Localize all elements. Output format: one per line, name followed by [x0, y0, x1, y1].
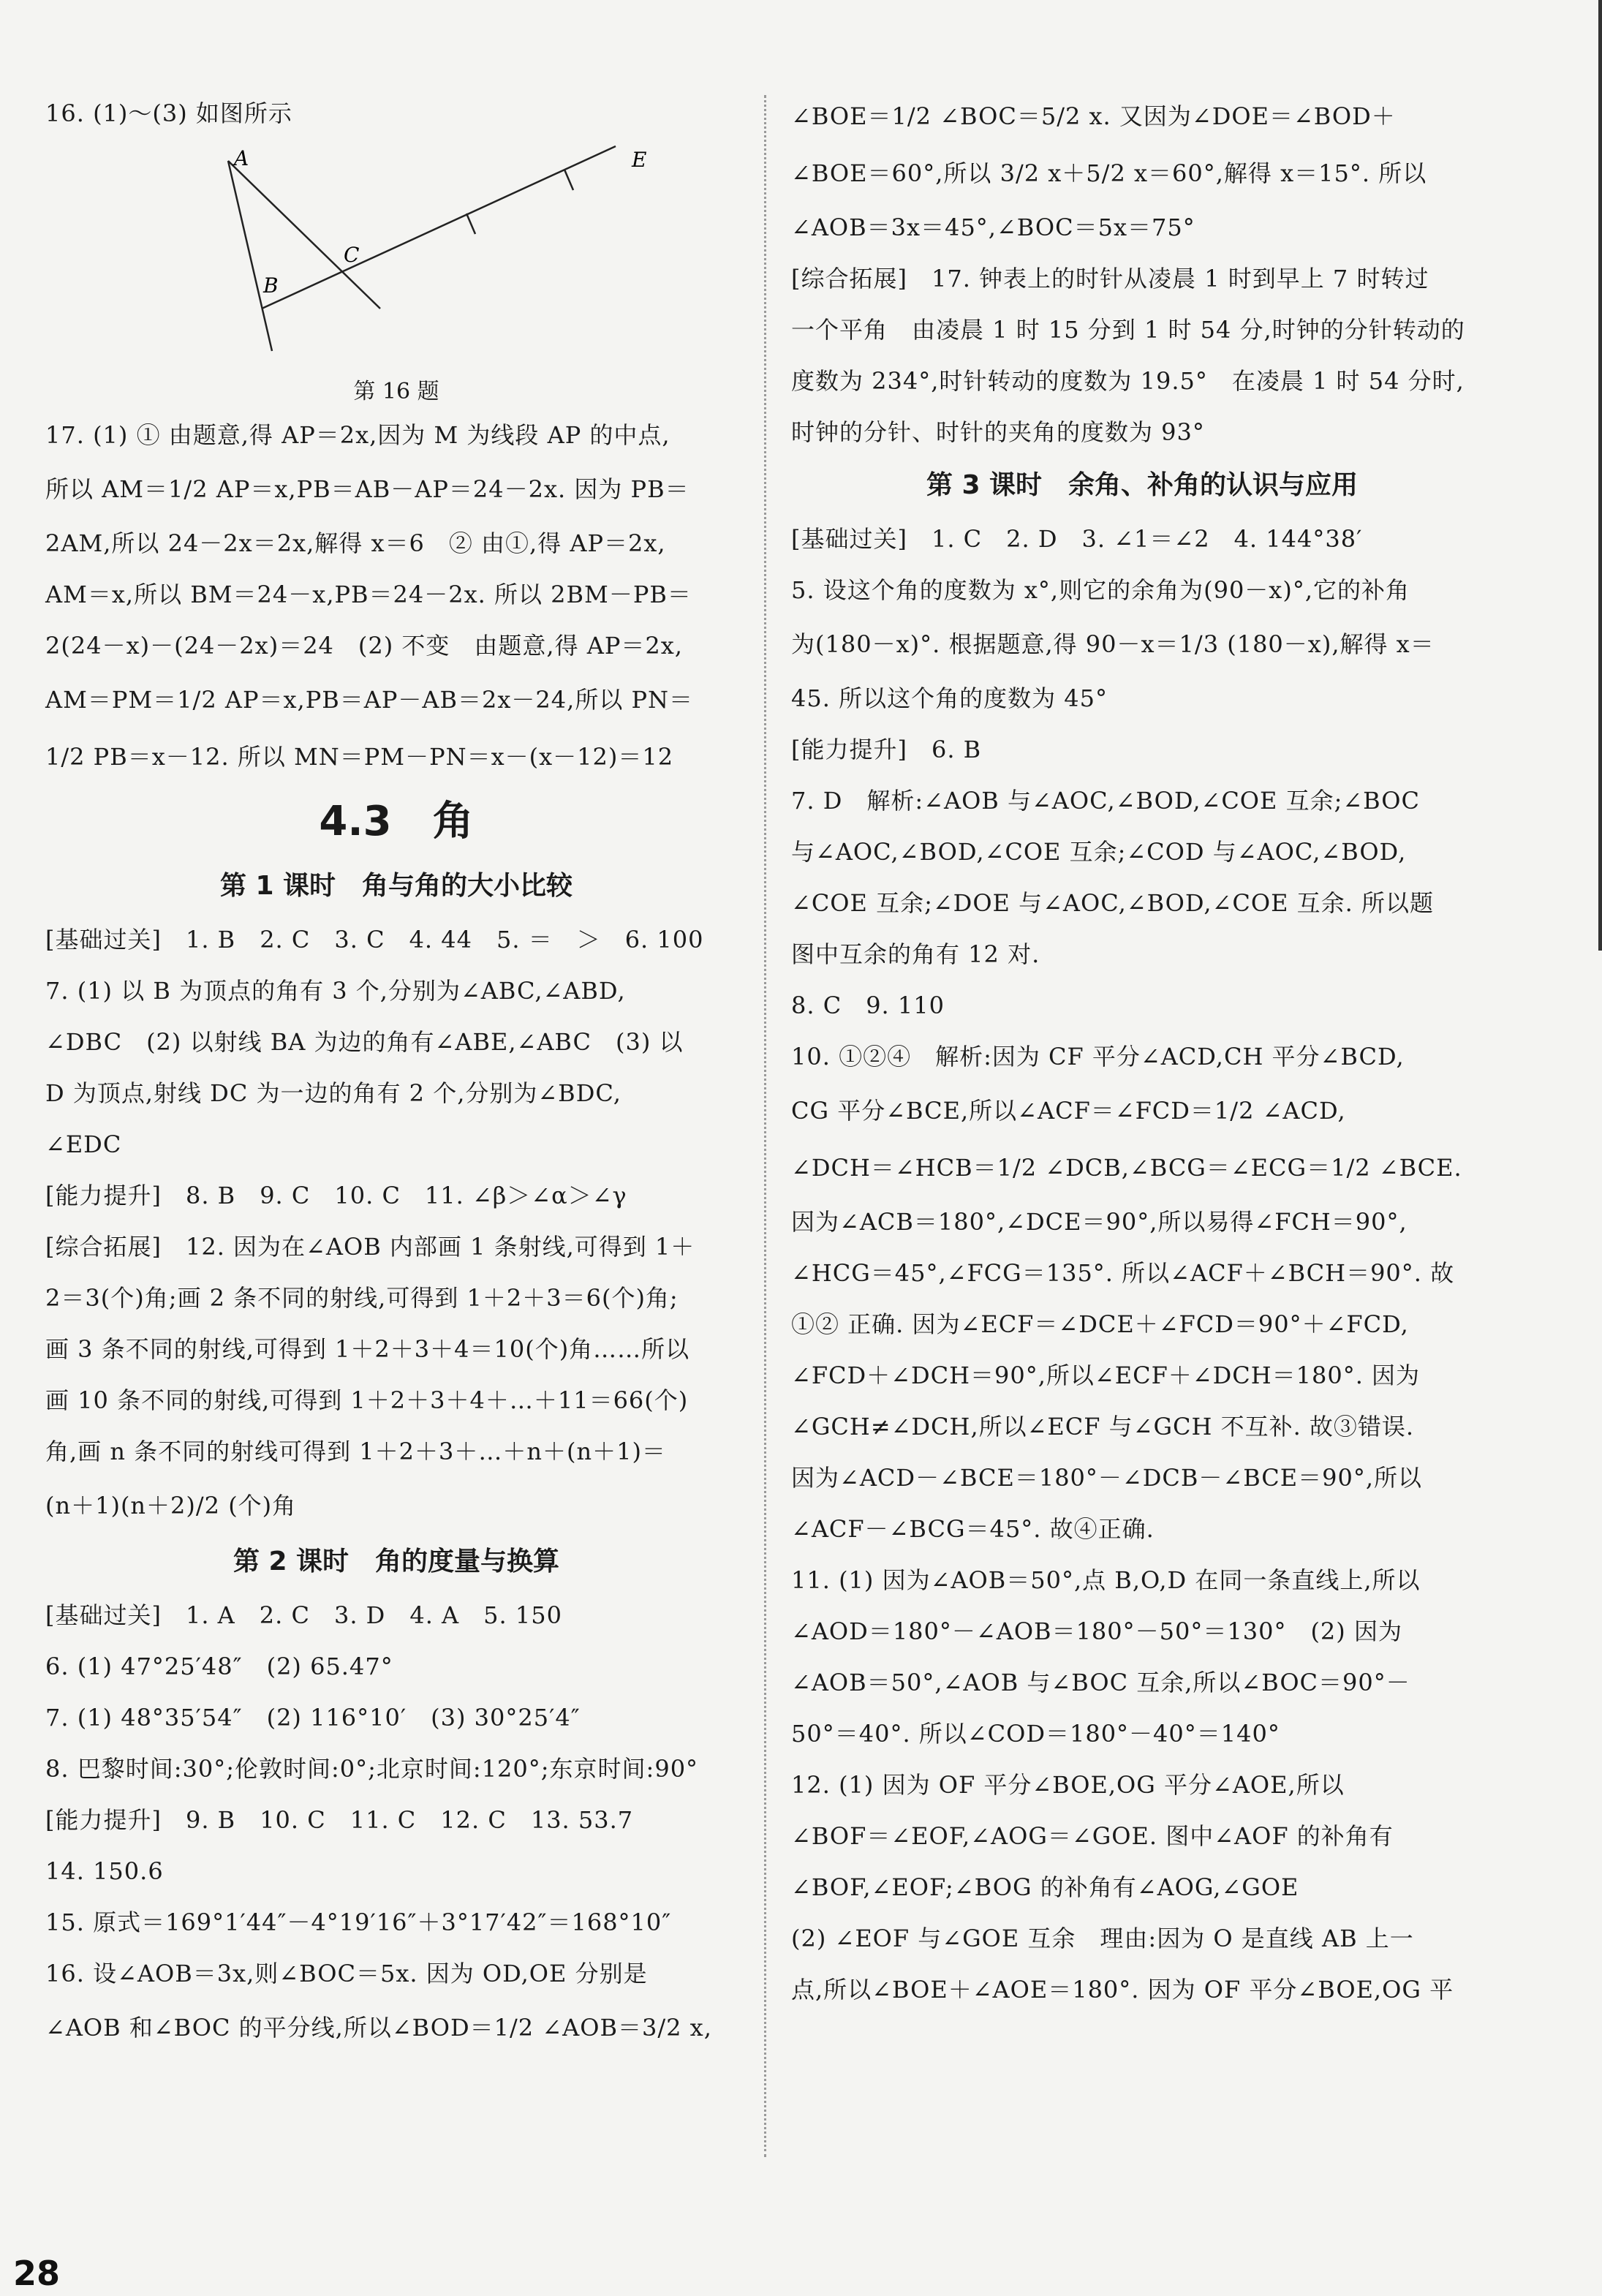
- answer-line: (2) ∠EOF 与∠GOE 互余 理由:因为 O 是直线 AB 上一: [791, 1925, 1414, 1952]
- answer-line: ∠COE 互余;∠DOE 与∠AOC,∠BOD,∠COE 互余. 所以题: [791, 889, 1435, 917]
- answer-line: 为(180－x)°. 根据题意,得 90－x＝1/3 (180－x),解得 x＝: [791, 630, 1435, 658]
- answer-line: 点,所以∠BOE＋∠AOE＝180°. 因为 OF 平分∠BOE,OG 平: [791, 1976, 1454, 2004]
- lesson-title: 第 1 课时 角与角的大小比较: [219, 871, 573, 901]
- answer-line: ∠BOE＝60°,所以 3/2 x＋5/2 x＝60°,解得 x＝15°. 所以: [791, 159, 1427, 187]
- figure-16: [45, 139, 747, 409]
- left-column: [45, 88, 747, 2056]
- answer-line: 时钟的分针、时针的夹角的度数为 93°: [791, 418, 1205, 446]
- answer-line: 1/2 PB＝x－12. 所以 MN＝PM－PN＝x－(x－12)＝12: [45, 743, 674, 771]
- answer-line: 8. C 9. 110: [791, 992, 945, 1019]
- answer-line: 6. (1) 47°25′48″ (2) 65.47°: [45, 1653, 393, 1680]
- ray-be: [262, 146, 616, 309]
- answer-line: AM＝x,所以 BM＝24－x,PB＝24－2x. 所以 2BM－PB＝: [45, 581, 692, 608]
- geometry-diagram: [155, 139, 667, 373]
- line-ac: [228, 161, 380, 309]
- answer-line: [能力提升] 8. B 9. C 10. C 11. ∠β＞∠α＞∠γ: [45, 1182, 627, 1209]
- line-ab: [228, 161, 272, 351]
- lesson-title: 第 2 课时 角的度量与换算: [233, 1547, 560, 1576]
- answer-line: 15. 原式＝169°1′44″－4°19′16″＋3°17′42″＝168°10″: [45, 1908, 672, 1936]
- answer-line: 5. 设这个角的度数为 x°,则它的余角为(90－x)°,它的补角: [791, 576, 1410, 604]
- answer-line: 16. 设∠AOB＝3x,则∠BOC＝5x. 因为 OD,OE 分别是: [45, 1960, 648, 1987]
- tick-mark: [564, 170, 573, 190]
- answer-line: (n＋1)(n＋2)/2 (个)角: [45, 1492, 297, 1519]
- answer-line: 与∠AOC,∠BOD,∠COE 互余;∠COD 与∠AOC,∠BOD,: [791, 838, 1407, 866]
- answer-line: 因为∠ACD－∠BCE＝180°－∠DCB－∠BCE＝90°,所以: [791, 1464, 1423, 1492]
- answer-line: AM＝PM＝1/2 AP＝x,PB＝AP－AB＝2x－24,所以 PN＝: [45, 686, 694, 714]
- answer-line: [基础过关] 1. B 2. C 3. C 4. 44 5. ＝ ＞ 6. 100: [45, 926, 704, 953]
- answer-line: ∠AOB＝50°,∠AOB 与∠BOC 互余,所以∠BOC＝90°－: [791, 1669, 1410, 1696]
- answer-line: ∠ACF－∠BCG＝45°. 故④正确.: [791, 1515, 1155, 1543]
- answer-line: 度数为 234°,时针转动的度数为 19.5° 在凌晨 1 时 54 分时,: [791, 367, 1465, 395]
- label-b: B: [263, 273, 279, 298]
- answer-line: 一个平角 由凌晨 1 时 15 分到 1 时 54 分,时钟的分针转动的: [791, 316, 1465, 344]
- answer-line: 7. D 解析:∠AOB 与∠AOC,∠BOD,∠COE 互余;∠BOC: [791, 787, 1420, 815]
- answer-line: ∠EDC: [45, 1130, 122, 1158]
- answer-line: [综合拓展] 12. 因为在∠AOB 内部画 1 条射线,可得到 1＋: [45, 1233, 695, 1261]
- answer-line: 画 10 条不同的射线,可得到 1＋2＋3＋4＋…＋11＝66(个): [45, 1386, 689, 1414]
- answer-line: 10. ①②④ 解析:因为 CF 平分∠ACD,CH 平分∠BCD,: [791, 1043, 1405, 1070]
- answer-line: 7. (1) 以 B 为顶点的角有 3 个,分别为∠ABC,∠ABD,: [45, 977, 626, 1005]
- lesson-title: 第 3 课时 余角、补角的认识与应用: [926, 470, 1359, 500]
- answer-line: 7. (1) 48°35′54″ (2) 116°10′ (3) 30°25′4″: [45, 1704, 581, 1732]
- answer-line: D 为顶点,射线 DC 为一边的角有 2 个,分别为∠BDC,: [45, 1079, 621, 1107]
- label-c: C: [344, 243, 360, 267]
- answer-line: ∠DBC (2) 以射线 BA 为边的角有∠ABE,∠ABC (3) 以: [45, 1028, 684, 1056]
- answer-line: ①② 正确. 因为∠ECF＝∠DCE＋∠FCD＝90°＋∠FCD,: [791, 1310, 1409, 1338]
- answer-line: 2AM,所以 24－2x＝2x,解得 x＝6 ② 由①,得 AP＝2x,: [45, 529, 666, 557]
- answer-line: ∠HCG＝45°,∠FCG＝135°. 所以∠ACF＋∠BCH＝90°. 故: [791, 1259, 1455, 1287]
- answer-line: 画 3 条不同的射线,可得到 1＋2＋3＋4＝10(个)角……所以: [45, 1335, 690, 1363]
- answer-line: 45. 所以这个角的度数为 45°: [791, 684, 1108, 712]
- answer-line: 图中互余的角有 12 对.: [791, 940, 1040, 968]
- answer-line: ∠BOF,∠EOF;∠BOG 的补角有∠AOG,∠GOE: [791, 1873, 1299, 1901]
- right-column: [791, 88, 1493, 2015]
- answer-line: 因为∠ACB＝180°,∠DCE＝90°,所以易得∠FCH＝90°,: [791, 1208, 1408, 1236]
- answer-line: 14. 150.6: [45, 1857, 164, 1885]
- page-number: 28: [13, 2254, 61, 2293]
- answer-line: ∠AOB 和∠BOC 的平分线,所以∠BOD＝1/2 ∠AOB＝3/2 x,: [45, 2014, 712, 2042]
- answer-line: 12. (1) 因为 OF 平分∠BOE,OG 平分∠AOE,所以: [791, 1771, 1345, 1799]
- answer-line: 8. 巴黎时间:30°;伦敦时间:0°;北京时间:120°;东京时间:90°: [45, 1755, 699, 1783]
- page-edge: [1598, 0, 1602, 951]
- tick-mark: [466, 214, 475, 234]
- answer-line: [能力提升] 6. B: [791, 736, 982, 763]
- answer-line: ∠BOE＝1/2 ∠BOC＝5/2 x. 又因为∠DOE＝∠BOD＋: [791, 102, 1396, 130]
- label-e: E: [632, 148, 647, 172]
- answer-line: CG 平分∠BCE,所以∠ACF＝∠FCD＝1/2 ∠ACD,: [791, 1097, 1346, 1125]
- answer-line: 所以 AM＝1/2 AP＝x,PB＝AB－AP＝24－2x. 因为 PB＝: [45, 475, 689, 503]
- answer-line: [基础过关] 1. A 2. C 3. D 4. A 5. 150: [45, 1601, 562, 1629]
- answer-line: 角,画 n 条不同的射线可得到 1＋2＋3＋…＋n＋(n＋1)＝: [45, 1438, 666, 1465]
- figure-caption: 第 16 题: [353, 379, 439, 404]
- answer-line: 16. (1)～(3) 如图所示: [45, 99, 292, 127]
- answer-line: 2＝3(个)角;画 2 条不同的射线,可得到 1＋2＋3＝6(个)角;: [45, 1284, 679, 1312]
- column-divider: [764, 95, 766, 2157]
- answer-line: ∠AOD＝180°－∠AOB＝180°－50°＝130° (2) 因为: [791, 1617, 1402, 1645]
- answer-line: ∠AOB＝3x＝45°,∠BOC＝5x＝75°: [791, 214, 1195, 241]
- label-a: A: [234, 146, 249, 170]
- section-title: 4.3 角: [319, 798, 474, 845]
- answer-line: ∠BOF＝∠EOF,∠AOG＝∠GOE. 图中∠AOF 的补角有: [791, 1822, 1394, 1850]
- answer-line: 11. (1) 因为∠AOB＝50°,点 B,O,D 在同一条直线上,所以: [791, 1566, 1421, 1594]
- answer-line: [能力提升] 9. B 10. C 11. C 12. C 13. 53.7: [45, 1806, 634, 1834]
- answer-line: [基础过关] 1. C 2. D 3. ∠1＝∠2 4. 144°38′: [791, 525, 1363, 553]
- answer-line: ∠DCH＝∠HCB＝1/2 ∠DCB,∠BCG＝∠ECG＝1/2 ∠BCE.: [791, 1154, 1462, 1182]
- answer-line: 17. (1) ① 由题意,得 AP＝2x,因为 M 为线段 AP 的中点,: [45, 421, 670, 449]
- answer-line: ∠GCH≠∠DCH,所以∠ECF 与∠GCH 不互补. 故③错误.: [791, 1413, 1415, 1440]
- answer-line: 50°＝40°. 所以∠COD＝180°－40°＝140°: [791, 1720, 1280, 1748]
- answer-line: 2(24－x)－(24－2x)＝24 (2) 不变 由题意,得 AP＝2x,: [45, 632, 683, 660]
- answer-line: ∠FCD＋∠DCH＝90°,所以∠ECF＋∠DCH＝180°. 因为: [791, 1362, 1421, 1389]
- answer-line: [综合拓展] 17. 钟表上的时针从凌晨 1 时到早上 7 时转过: [791, 265, 1429, 292]
